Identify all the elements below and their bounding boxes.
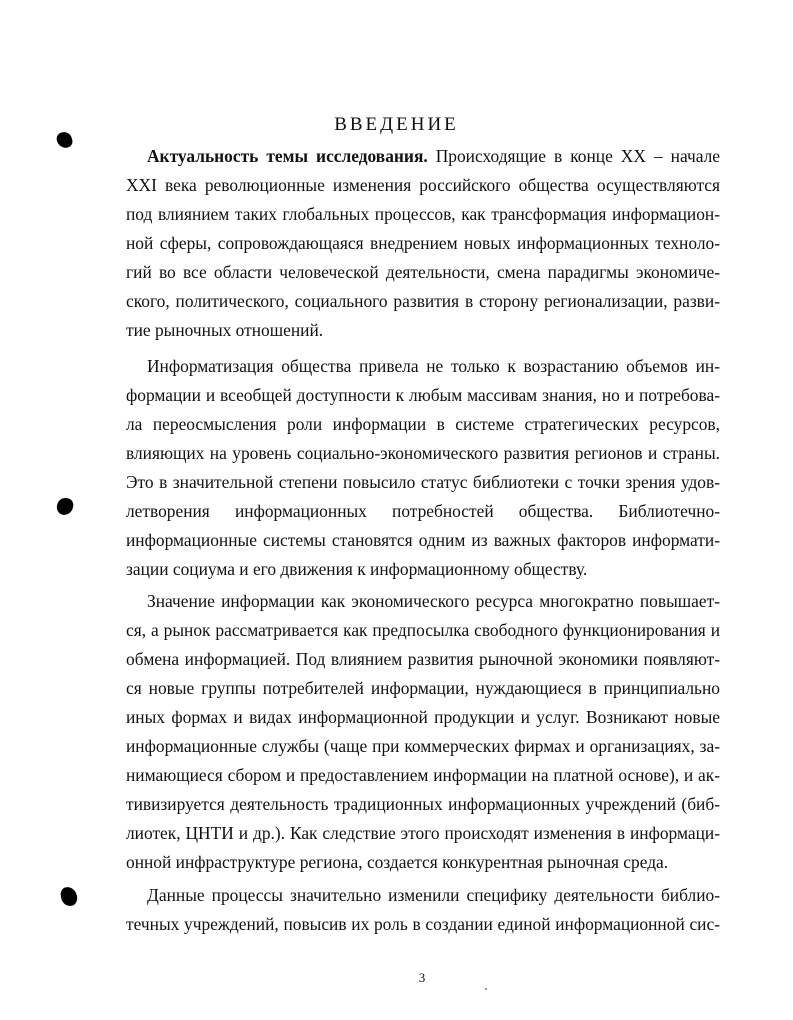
paragraph-line: XXI века революционные изменения российского общества осуществляются — [126, 175, 720, 195]
paragraph-line: летворения информационных потребностей общества. Библиотечно- — [126, 501, 720, 521]
bold-lead-text: Актуальность темы исследования. — [147, 146, 428, 166]
paragraph-line: иных формах и видах информационной продукции и услуг. Возникают новые — [126, 707, 720, 727]
paragraph-line: влияющих на уровень социально-экономического развития регионов и страны. — [126, 443, 720, 463]
paragraph-line: гий во все области человеческой деятельности, смена парадигмы экономиче- — [126, 262, 720, 282]
paragraph-line: Информатизация общества привела не только к возрастанию объемов ин- — [147, 356, 720, 376]
paragraph-line: тие рыночных отношений. — [126, 320, 324, 340]
paragraph-3 — [126, 587, 720, 877]
paragraph-line — [126, 142, 720, 171]
section-title: ВВЕДЕНИЕ — [334, 114, 459, 135]
paragraph-line: информационные системы становятся одним из важных факторов информати- — [126, 530, 720, 550]
paragraph-line: Это в значительной степени повысило статус библиотеки с точки зрения удов- — [126, 472, 720, 492]
scan-speck — [485, 988, 487, 990]
paragraph-4 — [126, 881, 720, 939]
page-number: 3 — [418, 970, 426, 985]
paragraph-line: ся новые группы потребителей информации, нуждающиеся в принципиально — [126, 678, 720, 698]
paragraph-line: ной сферы, сопровождающаяся внедрением новых информационных техноло- — [126, 233, 720, 253]
line-text: Происходящие в конце ХХ – начале — [427, 146, 720, 166]
paragraph-2 — [126, 352, 720, 584]
paragraph-line: ского, политического, социального развития в сторону регионализации, разви- — [126, 291, 720, 311]
ink-blot-mark — [60, 886, 78, 907]
ink-blot-mark — [56, 497, 75, 517]
paragraph-line: нимающиеся сбором и предоставлением информации на платной основе), и ак- — [126, 765, 720, 785]
paragraph-line: ла переосмысления роли информации в системе стратегических ресурсов, — [126, 414, 720, 434]
paragraph-line: тивизируется деятельность традиционных информационных учреждений (биб- — [126, 794, 720, 814]
paragraph-line: формации и всеобщей доступности к любым массивам знания, но и потребова- — [126, 385, 720, 405]
paragraph-line: под влиянием таких глобальных процессов, как трансформация информацион- — [126, 204, 720, 224]
paragraph-line: онной инфраструктуре региона, создается конкурентная рыночная среда. — [126, 852, 669, 872]
paragraph-line: зации социума и его движения к информационному обществу. — [126, 559, 588, 579]
paragraph-line: ся, а рынок рассматривается как предпосылка свободного функционирования и — [126, 620, 720, 640]
paragraph-line: Значение информации как экономического ресурса многократно повышает- — [147, 591, 720, 611]
paragraph-line: течных учреждений, повысив их роль в создании единой информационной сис- — [126, 914, 720, 934]
paragraph-line: обмена информацией. Под влиянием развития рыночной экономики появляют- — [126, 649, 720, 669]
paragraph-line: лиотек, ЦНТИ и др.). Как следствие этого происходят изменения в информаци- — [126, 823, 720, 843]
paragraph-line: информационные службы (чаще при коммерческих фирмах и организациях, за- — [126, 736, 720, 756]
paragraph-1 — [126, 142, 720, 345]
paragraph-line: Данные процессы значительно изменили специфику деятельности библио- — [147, 885, 720, 905]
